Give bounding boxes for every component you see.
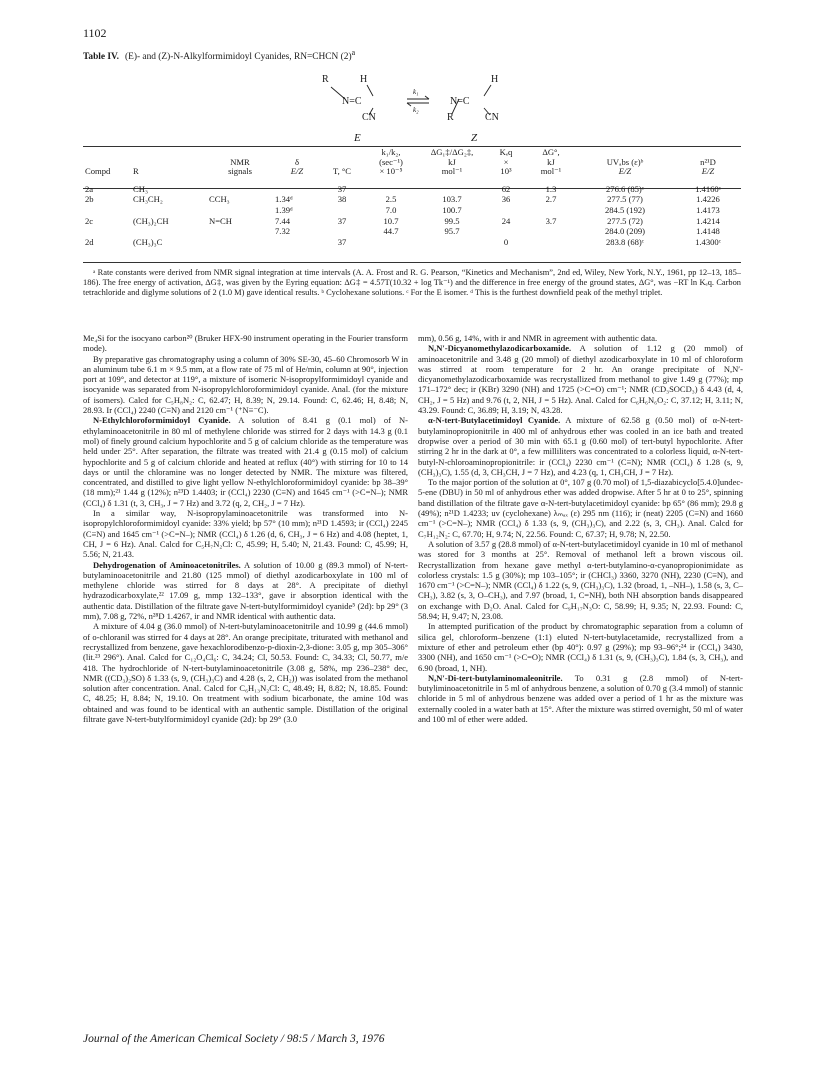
table-header-cell: E/Z bbox=[618, 166, 632, 177]
paragraph-text: By preparative gas chromatography using a column of 30% SE-30, 45–60 Chromosorb W in an aluminum tube 6.1 m × 9.5 mm, at a flow rate of 75 ml of He/min, column at 90°, injection port at 109°, and detector at 119°, a mixture of isomeric N-isopropylformimidoyl cyanide and isocyanide was separated from N-isopropylchloroformimidoyl cyanide. Anal. (for the mixture of isomers). Calcd for C₅H₈N₂: C, 62.47; H, 8.39; N, 29.14. Found: C, 62.46; H, 8.48; N, 28.93. Ir (CCl₄) 2240 (C≡N) and 2120 cm⁻¹ (⁺N≡⁻C). bbox=[83, 353, 408, 416]
paragraph-heading: Dehydrogenation of Aminoacetonitriles. bbox=[93, 559, 241, 570]
paragraph bbox=[83, 354, 408, 416]
scheme-left-NC: N=C bbox=[342, 96, 362, 107]
scheme-right-R: R bbox=[447, 112, 454, 123]
table-header-cell: δ bbox=[294, 156, 300, 167]
paragraph-text: Me₄Si for the isocyano carbon²⁰ (Bruker HFX-90 instrument operating in the Fourier transform mode). bbox=[83, 333, 408, 354]
table-header-cell: ΔG₁‡/ΔG₂‡, bbox=[430, 147, 474, 157]
table-cell bbox=[485, 205, 527, 216]
data-table bbox=[83, 148, 741, 247]
table-cell: 36 bbox=[501, 194, 511, 205]
table-header-cell: R bbox=[133, 166, 139, 177]
scheme-right-isomer: Z bbox=[471, 132, 478, 144]
scheme-right-H: H bbox=[491, 74, 499, 85]
scheme-left-R: R bbox=[322, 74, 329, 85]
paragraph bbox=[83, 560, 408, 622]
table-cell: 37 bbox=[337, 215, 347, 226]
paragraph-heading: N-Ethylchloroformimidoyl Cyanide. bbox=[93, 415, 231, 426]
paragraph bbox=[418, 343, 743, 415]
table-cell bbox=[321, 205, 363, 216]
table-cell: 24 bbox=[501, 215, 511, 226]
table-top-rule bbox=[83, 146, 741, 147]
table-row bbox=[83, 194, 741, 205]
paragraph-text: A mixture of 62.58 g (0.50 mol) of α-N-tert-butylaminopropionitrile in 400 ml of anhydrous ether was cooled in an ice bath and treated dropwise over a period of 30 min with 65.1 g (0.60 mol) of tert-butyl hypochlorite. After stirring 2 hr in the dark at 0°, a few milliliters was concentrated to a colorless liquid, α-N-tert-butyl-N-chloroaminopropionitrile: ir (CCl₄) 2230 cm⁻¹ (C≡N); NMR (CCl₄) δ 1.28 (s, 9, (CH₃)₃C), 1.55 (d, 3, CH₃CH, J = 7 Hz), and 4.23 (q, 1, CH₃CH, J = 7 Hz). bbox=[418, 415, 743, 477]
table-title-note: a bbox=[351, 48, 356, 57]
table-cell: 95.7 bbox=[444, 226, 460, 237]
paragraph-text: To 0.31 g (2.8 mmol) of N-tert-butyliminoacetonitrile in 5 ml of anhydrous benzene, a solution of 0.70 g (3.4 mmol) of stannic chloride in 5 ml of anhydrous benzene was added over a period of 1 hr as the mixture was externally cooled in a water bath at 15°. After the mixture was stirred overnight, 50 ml of water and 100 ml of ether were added. bbox=[418, 672, 743, 724]
table-cell: CH₃ bbox=[133, 183, 148, 194]
table-header-cell: kJ bbox=[448, 156, 456, 167]
table-cell: 38 bbox=[337, 194, 347, 205]
table-cell: 1.4148 bbox=[696, 226, 720, 237]
scheme-left-isomer: E bbox=[354, 132, 361, 144]
table-header-cell bbox=[131, 158, 207, 168]
table-cell: 284.5 (192) bbox=[604, 204, 646, 215]
table-cell bbox=[131, 226, 207, 237]
scheme-k2: k₂ bbox=[413, 106, 419, 114]
table-header-row bbox=[83, 167, 741, 180]
table-header-cell: mol⁻¹ bbox=[540, 166, 562, 177]
table-cell bbox=[83, 226, 131, 237]
page-number: 1102 bbox=[83, 26, 107, 40]
paragraph bbox=[83, 508, 408, 559]
table-header-cell: kJ bbox=[547, 156, 555, 167]
table-header-cell: k₁/k₂, bbox=[381, 147, 401, 157]
table-cell: 37 bbox=[337, 183, 347, 194]
table-cell: 10.7 bbox=[383, 215, 399, 226]
table-label: Table IV. bbox=[83, 52, 119, 63]
table-header-cell: E/Z bbox=[701, 166, 715, 177]
table-cell bbox=[207, 237, 273, 248]
table-cell: 1.4214 bbox=[696, 215, 720, 226]
table-cell bbox=[527, 226, 575, 237]
paragraph-text: A solution of 10.00 g (89.3 mmol) of N-tert-butylaminoacetonitrile and 21.80 (125 mmol) of diethyl azodicarboxylate in 100 ml of methylene chloride was stirred for 8 days at 28°. A precipitate of diethyl hydrazodicarboxylate,²² 17.09 g, mmp 132–133°, gave ir absorption identical with the authentic data. Distillation of the filtrate gave N-tert-butylformimidoyl cyanide⁵ (2d): bp 29° (3 mm), 7.08 g, 72%, n²⁸D 1.4267, ir and NMR identical with authentic data. bbox=[83, 559, 408, 622]
table-header-cell: 10³ bbox=[500, 166, 512, 177]
paragraph-text: A solution of 3.57 g (28.8 mmol) of α-N-tert-butylacetimidoyl cyanide in 10 ml of methanol was stored for 3 months at 25°. Removal of methanol left a brown viscous oil. Recrystallization from hexane gave methyl α-tert-butylamino-α-cyanopropionimidate as colorless crystals: 1.5 g (30%); mp 103–105°; ir (CHCl₃) 3360, 3270 (NH), 2230 (C≡N), and 1670 cm⁻¹ (>C=N–); NMR (CCl₄) δ 1.22 (s, 9, (CH₃)₃C), 1.32 (broad, 1, –NH–), 1.58 (s, 3, C–CH₃), 3.82 (s, 3, O–CH₃), and 7.97 (broad, 1, C=NH), both NH absorption bands disappeared on exchange with D₂O. Anal. Calcd for C₉H₁₇N₃O: C, 58.99; H, 9.35; N, 22.93. Found: C, 58.94; H, 9.47; N, 23.08. bbox=[418, 538, 743, 622]
table-cell: 37 bbox=[337, 236, 347, 247]
table-cell: 7.0 bbox=[385, 204, 397, 215]
table-header-cell: × 10⁻⁵ bbox=[379, 166, 403, 177]
paragraph-text: In a similar way, N-isopropylaminoacetonitrile was transformed into N-isopropylchloroformimidoyl cyanide: 33% yield; bp 57° (10 mm); n²¹D 1.4593; ir (CCl₄) 2245 (C≡N) and 1645 cm⁻¹ (>C=N–); NMR (CCl₄) δ 1.26 (d, 6, CH₃, J = 6 Hz) and 4.08 (heptet, 1, CH, J = 6 Hz). Anal. Calcd for C₅H₇N₂Cl: C, 45.99; H, 5.40; N, 21.43. Found: C, 45.99; H, 5.56; N, 21.43. bbox=[83, 508, 408, 560]
table-cell: 1.34ᵈ bbox=[275, 194, 293, 205]
table-cell: 2a bbox=[85, 183, 94, 194]
table-header-cell: Kₑq bbox=[499, 147, 513, 157]
table-cell: 2.7 bbox=[545, 194, 557, 205]
table-title-text: (E)- and (Z)-N-Alkylformimidoyl Cyanides, RN=CHCN (2) bbox=[124, 52, 352, 63]
scheme-left-CN: CN bbox=[362, 112, 376, 123]
table-cell bbox=[273, 180, 321, 195]
table-row bbox=[83, 237, 741, 248]
table-row bbox=[83, 205, 741, 216]
paragraph-heading: N,N′-Dicyanomethylazodicarboxamide. bbox=[428, 343, 572, 354]
journal-footer: Journal of the American Chemical Society / 98:5 / March 3, 1976 bbox=[83, 1033, 385, 1045]
table-cell: CH₃CH₂ bbox=[133, 194, 163, 205]
table-header-cell bbox=[83, 148, 131, 158]
table-cell: 1.39ᵈ bbox=[275, 204, 293, 215]
table-cell bbox=[485, 226, 527, 237]
table-header-cell: NMR bbox=[230, 156, 250, 167]
paragraph bbox=[418, 539, 743, 621]
table-cell: 284.0 (209) bbox=[604, 226, 646, 237]
table-header-cell: Compd bbox=[85, 166, 111, 177]
table-cell bbox=[527, 205, 575, 216]
scheme-right-CN: CN bbox=[485, 112, 499, 123]
table-cell: 277.5 (77) bbox=[607, 194, 643, 205]
table-header-cell bbox=[321, 148, 363, 158]
table-cell: 1.4226 bbox=[696, 194, 720, 205]
paragraph bbox=[418, 415, 743, 477]
table-cell: (CH₃)₂CH bbox=[133, 215, 169, 226]
table-cell bbox=[207, 226, 273, 237]
paragraph-heading: α-N-tert-Butylacetimidoyl Cyanide. bbox=[428, 415, 561, 426]
table-cell bbox=[207, 180, 273, 195]
table-cell: CCH₃ bbox=[209, 194, 230, 205]
table-cell bbox=[419, 237, 485, 248]
table-cell: 1.3 bbox=[545, 183, 557, 194]
table-cell: 1.4300ᶜ bbox=[695, 236, 721, 247]
table-bottom-rule bbox=[83, 262, 741, 263]
table-cell: 283.8 (68)ᶜ bbox=[605, 236, 644, 247]
table-cell: 7.44 bbox=[275, 215, 291, 226]
table-header-cell: signals bbox=[228, 166, 252, 177]
scheme-right-NC: N=C bbox=[450, 96, 470, 107]
paragraph-text: To the major portion of the solution at 0°, 107 g (0.70 mol) of 1,5-diazabicyclo[5.4.0]undec-5-ene (DBU) in 50 ml of anhydrous ether was added dropwise. After 5 hr at 0 to 25°, spinning band distillation of the filtrate gave α-N-tert-butylacetimidoyl cyanide: bp 65° (86 mm); 29.8 g (49%); n²¹D 1.4233; uv (cyclohexane) λₘₐₓ (ε) 295 nm (116); ir (neat) 2205 (C≡N) and 1660 cm⁻¹ (>C=N–); NMR (CCl₄) δ 1.33 (s, 9, (CH₃)₃C), and 2.22 (s, 3, CH₃). Anal. Calcd for C₇H₁₂N₂: C, 67.70; H, 9.74; N, 22.56. Found: C, 67.37; H, 9.78; N, 22.50. bbox=[418, 477, 743, 539]
table-cell: 3.7 bbox=[545, 215, 557, 226]
table-cell: 0 bbox=[503, 236, 509, 247]
table-cell bbox=[273, 237, 321, 248]
paragraph bbox=[418, 673, 743, 724]
table-title bbox=[83, 48, 355, 62]
paragraph bbox=[83, 621, 408, 724]
table-cell bbox=[207, 205, 273, 216]
table-cell: 99.5 bbox=[444, 215, 460, 226]
paragraph-text: A solution of 1.12 g (20 mmol) of aminoacetonitrile and 3.48 g (20 mmol) of diethyl azodicarboxylate in 10 ml of chloroform was stirred at room temperature for 2 hr. An orange precipitate of N,N′-dicyanomethylazodicarboxamide was recrystallized from methanol to give 1.49 g (77%); mp 171–172° dec; ir (KBr) 3290 (NH) and 1725 (>C=O) cm⁻¹; NMR (CD₃SOCD₃) δ 4.43 (d, 4, CH₂, J = 5 Hz) and 9.76 (t, 2, NH, J = 5 Hz). Anal. Calcd for C₆H₆N₆O₂: C, 37.12; H, 3.11; N, 43.29. Found: C, 36.89; H, 3.19; N, 43.28. bbox=[418, 343, 743, 416]
table-cell: 2c bbox=[85, 215, 94, 226]
table-cell: 44.7 bbox=[383, 226, 399, 237]
table-footnote: ᵃ Rate constants were derived from NMR signal integration at time intervals (A. A. Frost and R. G. Pearson, “Kinetics and Mechanism”, 2nd ed, Wiley, New York, N.Y., 1961, pp 12–13, 185–186). The free energy of activation, ΔG‡, was given by the Eyring equation: ΔG‡ = 4.57T(10.32 + log Tk⁻¹) and the difference in free energy of the ground states, ΔG°, was −RT ln Kₑq. Carbon tetrachloride and diglyme solutions of 2 (1.0 M) gave identical results. ᵇ Cyclohexane solutions. ᶜ For the E isomer. ᵈ This is the furthest downfield peak of the methyl triplet. bbox=[83, 268, 741, 298]
paragraph bbox=[418, 477, 743, 539]
table-cell: 62 bbox=[501, 183, 511, 194]
table-row bbox=[83, 216, 741, 227]
scheme-k1: k₁ bbox=[413, 88, 419, 96]
table-header-cell: mol⁻¹ bbox=[441, 166, 463, 177]
paragraph-text: A mixture of 4.04 g (36.0 mmol) of N-tert-butylaminoacetonitrile and 10.99 g (44.6 mmol) of o-chloranil was stirred for 4 days at 28°. An orange precipitate, triturated with methanol and recrystallized from benzene, gave hexachlorodibenzo-p-dioxin-2,3-dione: 3.05 g, mp 305–306° (lit.²³ 296°). Anal. Calcd for C₁₂O₄Cl₆: C, 34.24; Cl, 50.53. Found: C, 34.33; Cl, 50.77, m/e 418. The hydrochloride of N-tert-butylaminoacetonitrile (3.08 g, 58%, mp 236–238° dec, NMR ((CD₃)₂SO) δ 1.33 (s, 9, (CH₃)₃C) and 4.28 (s, 2, CH₂)) was isolated from the methanol solution after concentration. Anal. Calcd for C₆H₁₃N₂Cl: C, 48.49; H, 8.82; N, 18.85. Found: C, 48.25; H, 8.84; N, 19.10. On treatment with sodium bicarbonate, the amine 10d was obtained and was found to be identical with an authentic sample. Distillation of the original filtrate gave N-tert-butylformimidoyl cyanide (2d): bp 29° (3.0 bbox=[83, 621, 408, 724]
table-header-cell: × bbox=[503, 156, 509, 167]
table-cell: (CH₃)₃C bbox=[133, 236, 163, 247]
paragraph-heading: N,N′-Di-tert-butylaminomaleonitrile. bbox=[428, 672, 563, 683]
table-header-cell bbox=[131, 148, 207, 158]
table-cell: 103.7 bbox=[442, 194, 462, 205]
paragraph bbox=[418, 333, 743, 343]
table-cell: 276.6 (85)ᶜ bbox=[605, 183, 644, 194]
table-header-row bbox=[83, 158, 741, 168]
table-cell bbox=[363, 180, 419, 195]
table-cell bbox=[83, 205, 131, 216]
table-cell: 2b bbox=[85, 194, 94, 205]
table-cell: 2d bbox=[85, 236, 94, 247]
table-cell bbox=[527, 237, 575, 248]
table-cell: 1.4173 bbox=[696, 204, 720, 215]
table-cell: 7.32 bbox=[275, 226, 291, 237]
table-cell: 277.5 (72) bbox=[607, 215, 643, 226]
paragraph bbox=[83, 415, 408, 508]
table-cell: 1.4160ᶜ bbox=[695, 183, 721, 194]
paragraph bbox=[83, 333, 408, 354]
table-cell: N=CH bbox=[209, 215, 232, 226]
table-cell bbox=[131, 205, 207, 216]
paragraph-text: A solution of 8.41 g (0.1 mol) of N-ethylaminoacetonitrile in 80 ml of methylene chloride was stirred for 2 days with 14.3 g (0.1 mol) of finely ground calcium hypochlorite and 5 g of calcium chloride as the temperature was held under 25°. After separation, the filtrate was treated with 21.4 g (0.15 mol) of calcium hypochlorite and 5 g of calcium chloride and heated at reflux (40°) with stirring for 10 to 14 days or until the chloramine was no longer detected by NMR. The mixture was filtered, concentrated, and distilled to give light yellow N-ethylchloroformimidoyl cyanide: bp 38–39° (18 mm);²¹ 1.44 g (12%); n²³D 1.4403; ir (CCl₄) 2230 (C≡N) and 1645 cm⁻¹ (>C=N–); NMR (CCl₄) δ 1.31 (t, 3, CH₃, J = 7 Hz) and 3.72 (q, 2, CH₂, J = 7 Hz). bbox=[83, 415, 409, 508]
paragraph-text: In attempted purification of the product by chromatographic separation from a column of silica gel, chloroform–benzene (1:1) eluted N-tert-butylacetamide, recrystallized from a mixture of ether and petroleum ether (bp 40°): 0.97 g (29%); mp 93–96°;²⁴ ir (CCl₄) 3430, 3300 (NH), and 1650 cm⁻¹ (>C=O); NMR (CCl₄) δ 1.31 (s, 9, (CH₃)₃C), 1.84 (s, 3, CH₃), and 6.90 (broad, 1, NH). bbox=[418, 621, 743, 673]
scheme-left-H: H bbox=[360, 74, 368, 85]
table-row bbox=[83, 180, 741, 195]
table-header-cell: UVₐbs (ε)ᵇ bbox=[606, 156, 644, 167]
table-header-cell: (sec⁻¹) bbox=[379, 156, 403, 167]
table-header-cell: T, °C bbox=[332, 166, 352, 177]
table-header-cell: E/Z bbox=[290, 166, 304, 177]
paragraph-text: mm), 0.56 g, 14%, with ir and NMR in agreement with authentic data. bbox=[418, 333, 658, 343]
table-cell bbox=[363, 237, 419, 248]
table-cell: 2.5 bbox=[385, 194, 397, 205]
table-cell bbox=[419, 180, 485, 195]
table-header-cell: ΔG°, bbox=[542, 147, 560, 157]
text-column-right bbox=[418, 333, 743, 724]
table-header-cell: n²¹D bbox=[700, 156, 716, 167]
table-cell bbox=[321, 226, 363, 237]
paragraph bbox=[418, 621, 743, 672]
table-cell: 100.7 bbox=[442, 204, 462, 215]
text-column-left bbox=[83, 333, 408, 724]
table-row bbox=[83, 226, 741, 237]
